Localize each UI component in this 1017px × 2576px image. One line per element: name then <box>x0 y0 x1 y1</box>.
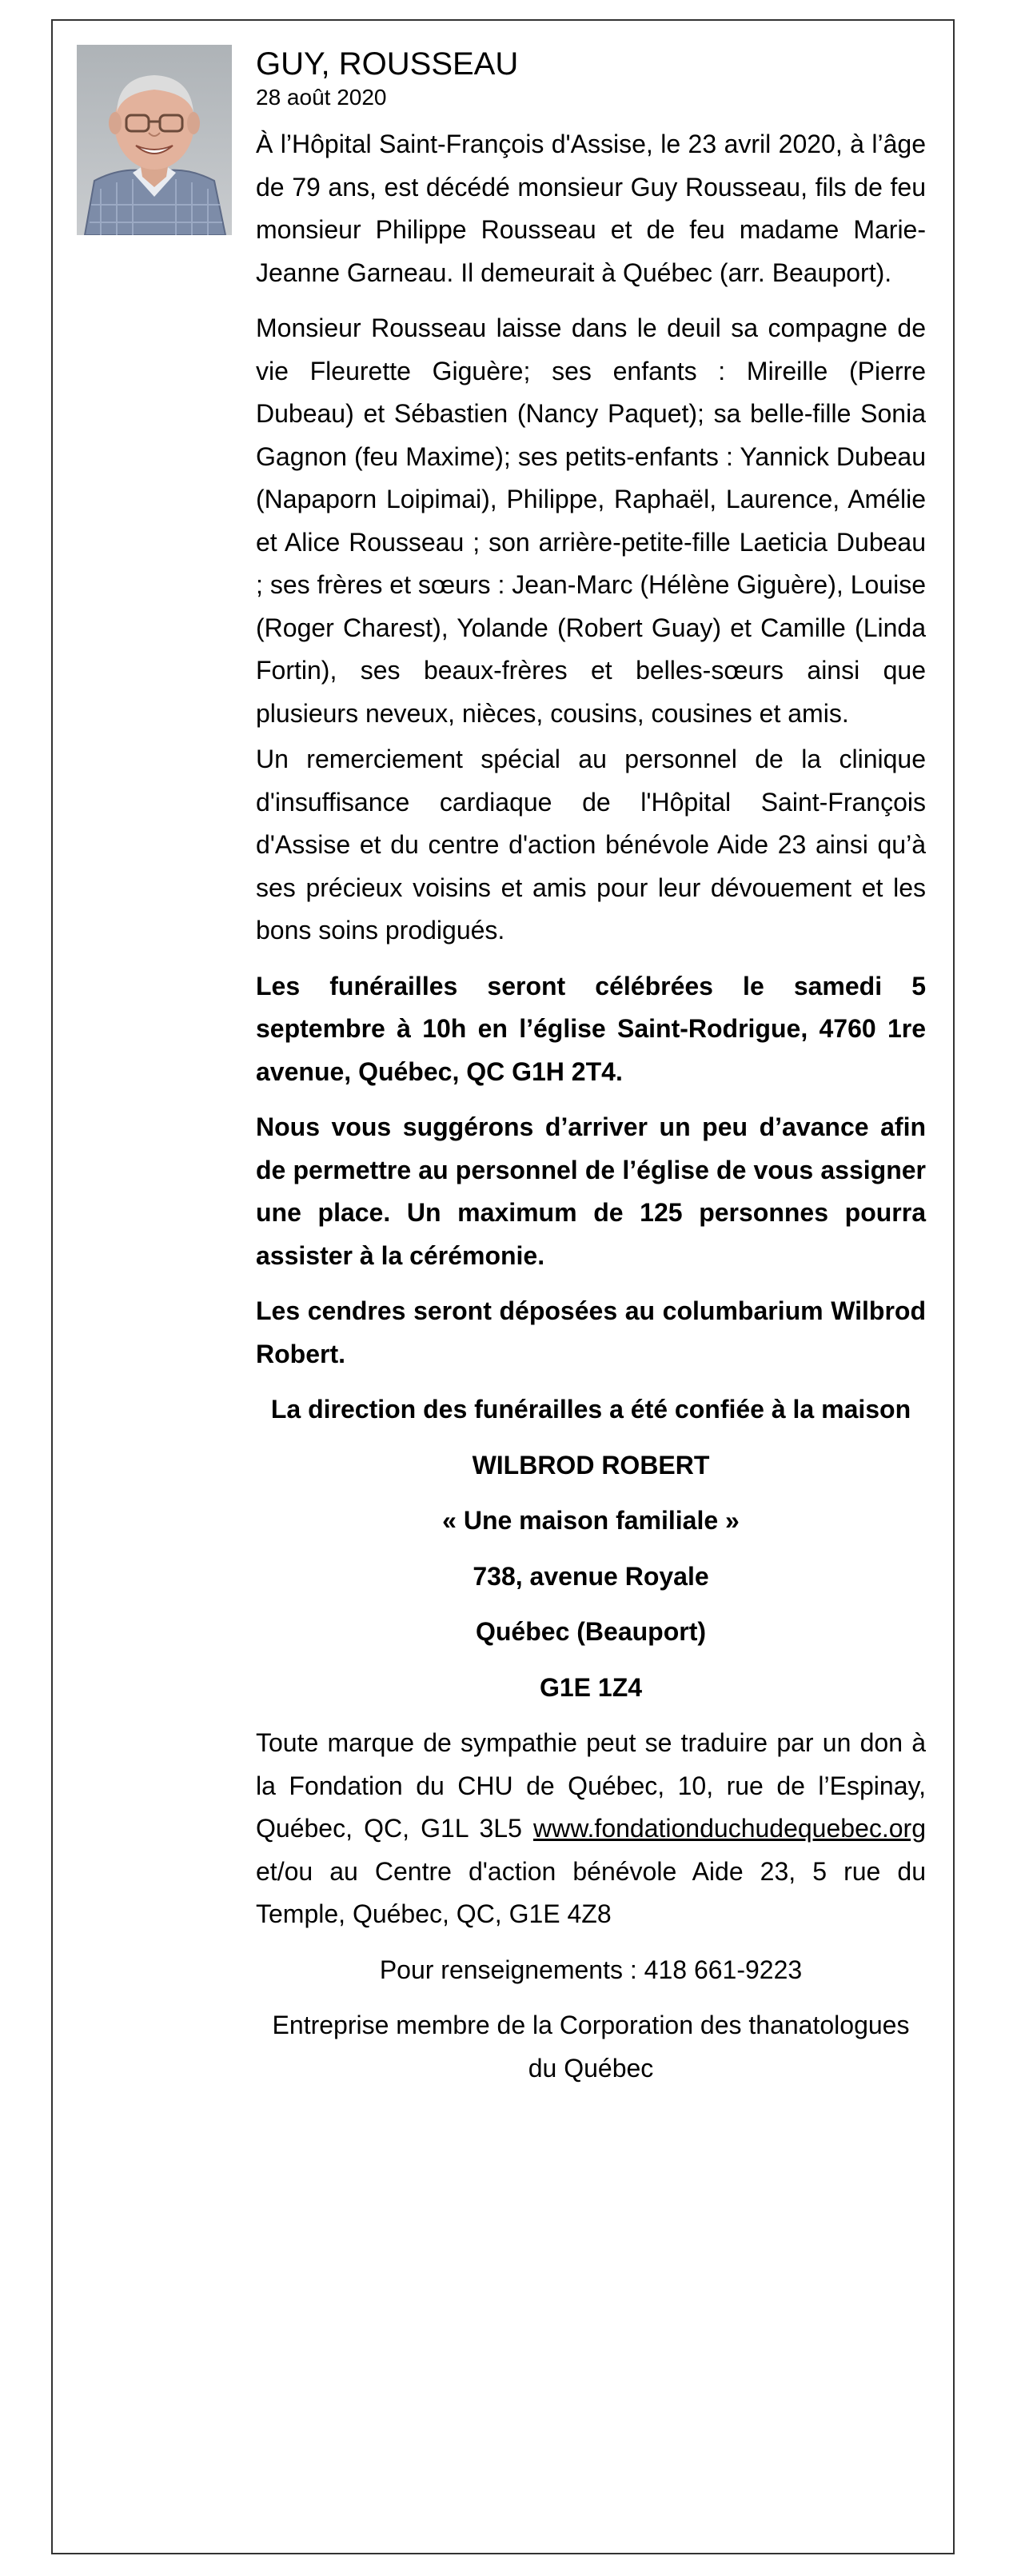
funeral-home-name: WILBROD ROBERT <box>472 1450 710 1480</box>
deceased-name: GUY, ROUSSEAU <box>256 46 519 82</box>
info-line: Pour renseignements : 418 661-9223 <box>379 1955 803 1984</box>
funeral-home-city: Québec (Beauport) <box>475 1617 707 1646</box>
obituary-content <box>256 45 926 2103</box>
funeral-info: Les funérailles seront célébrées le samedi 5 septembre à 10h en l’église Saint-Rodrigue, 4760 1re avenue, Québec, QC G1H 2T4. <box>256 971 926 1086</box>
direction-notice: La direction des funérailles a été confiée à la maison <box>270 1395 911 1424</box>
sympathy-text-end: et/ou au Centre d'action bénévole Aide 23, 5 rue du Temple, Québec, QC, G1E 4Z8 <box>256 1856 926 1928</box>
sympathy-paragraph <box>256 1722 926 1936</box>
arrival-notice: Nous vous suggérons d’arriver un peu d’avance afin de permettre au personnel de l’église de vous assigner une place. Un maximum de 125 personnes pourra assister à la cérémonie. <box>256 1112 926 1270</box>
funeral-home-postal: G1E 1Z4 <box>539 1672 643 1702</box>
foundation-link[interactable]: www.fondationduchudequebec.org <box>532 1814 926 1843</box>
family-paragraph: Monsieur Rousseau laisse dans le deuil sa compagne de vie Fleurette Giguère; ses enfants : Mireille (Pierre Dubeau) et Sébastien (Nancy Paquet); sa belle-fille Sonia Gagnon (feu Maxime); ses petits-enfants : Yannick Dubeau (Napaporn Loipimai), Philippe, Raphaël, Laurence, Amélie et Alice Rousseau ; son arrière-petite-fille Laeticia Dubeau ; ses frères et sœurs : Jean-Marc (Hélène Giguère), Louise (Roger Charest), Yolande (Robert Guay) et Camille (Linda Fortin), ses beaux-frères et belles-sœurs ainsi que plusieurs neveux, nièces, cousins, cousines et amis. <box>256 314 926 728</box>
funeral-home-street: 738, avenue Royale <box>473 1561 709 1591</box>
publication-date: 28 août 2020 <box>256 85 387 110</box>
sympathy-text-start: Toute marque de sympathie peut se traduire par un don à la Fondation du CHU de Québec, 10, rue de l’Espinay, Québec, QC, G1L 3L5 <box>256 1728 926 1843</box>
member-line: Entreprise membre de la Corporation des thanatologues du Québec <box>272 2011 910 2083</box>
thanks-paragraph: Un remerciement spécial au personnel de la clinique d'insuffisance cardiaque de l'Hôpital Saint-François d'Assise et du centre d'action bénévole Aide 23 ainsi qu’à ses précieux voisins et amis pour leur dévouement et les bons soins prodigués. <box>256 745 926 945</box>
death-announcement: À l’Hôpital Saint-François d'Assise, le 23 avril 2020, à l’âge de 79 ans, est décédé monsieur Guy Rousseau, fils de feu monsieur Philippe Rousseau et de feu madame Marie-Jeanne Garneau. Il demeurait à Québec (arr. Beauport). <box>256 130 926 287</box>
funeral-home-tagline: « Une maison familiale » <box>442 1506 740 1535</box>
ashes-notice: Les cendres seront déposées au columbarium Wilbrod Robert. <box>256 1296 926 1368</box>
portrait-image <box>77 45 232 235</box>
portrait-photo <box>77 45 232 235</box>
